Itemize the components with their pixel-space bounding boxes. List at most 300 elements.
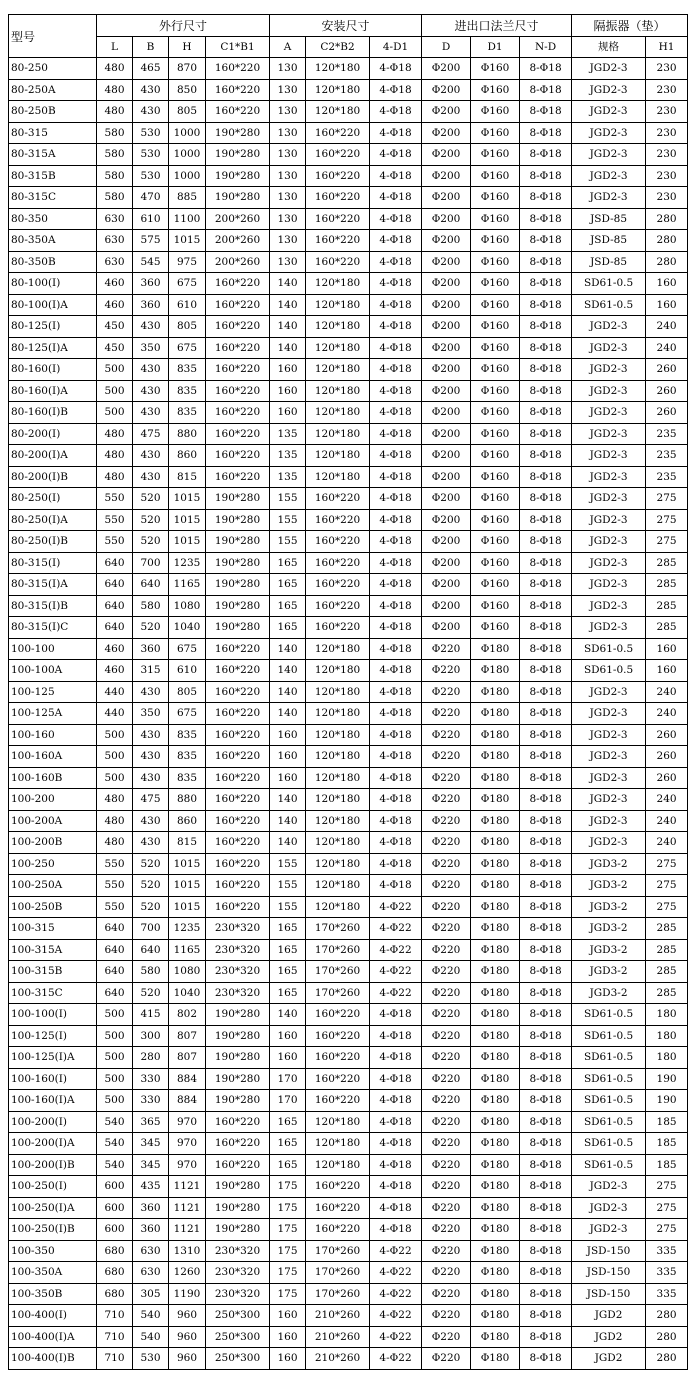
table-cell: Φ180 xyxy=(471,1283,520,1305)
table-cell: 120*180 xyxy=(306,316,370,338)
table-cell: 160*220 xyxy=(306,1197,370,1219)
table-cell: 4-Φ18 xyxy=(370,273,422,295)
table-cell: 550 xyxy=(97,509,133,531)
table-cell: JSD-150 xyxy=(572,1262,646,1284)
table-cell: 160*220 xyxy=(206,79,270,101)
table-cell: 8-Φ18 xyxy=(520,423,572,445)
table-cell: JGD2-3 xyxy=(572,832,646,854)
table-cell: 975 xyxy=(169,251,206,273)
table-cell: Φ220 xyxy=(422,1111,471,1133)
table-cell: 230 xyxy=(646,122,688,144)
table-cell: 480 xyxy=(97,832,133,854)
model-cell: 100-400(I) xyxy=(9,1305,97,1327)
table-cell: 520 xyxy=(133,853,169,875)
table-cell: 165 xyxy=(270,574,306,596)
table-cell: Φ200 xyxy=(422,552,471,574)
table-cell: 135 xyxy=(270,466,306,488)
table-cell: 802 xyxy=(169,1004,206,1026)
table-cell: Φ180 xyxy=(471,767,520,789)
model-cell: 100-200(I)A xyxy=(9,1133,97,1155)
table-cell: Φ160 xyxy=(471,251,520,273)
table-cell: 160 xyxy=(646,294,688,316)
table-row xyxy=(9,1111,688,1133)
table-cell: 630 xyxy=(97,230,133,252)
table-cell: 140 xyxy=(270,316,306,338)
model-cell: 80-250A xyxy=(9,79,97,101)
table-cell: 4-Φ18 xyxy=(370,1133,422,1155)
table-cell: 1000 xyxy=(169,165,206,187)
table-cell: 1015 xyxy=(169,488,206,510)
table-cell: 170*260 xyxy=(306,961,370,983)
table-cell: 360 xyxy=(133,1219,169,1241)
table-cell: Φ160 xyxy=(471,316,520,338)
table-cell: JGD2-3 xyxy=(572,58,646,80)
table-cell: 160*220 xyxy=(206,1111,270,1133)
table-cell: 240 xyxy=(646,316,688,338)
table-cell: Φ220 xyxy=(422,660,471,682)
table-cell: 165 xyxy=(270,1111,306,1133)
table-cell: 280 xyxy=(133,1047,169,1069)
table-cell: 260 xyxy=(646,724,688,746)
table-row xyxy=(9,165,688,187)
table-row xyxy=(9,1348,688,1370)
table-cell: 430 xyxy=(133,316,169,338)
table-row xyxy=(9,896,688,918)
table-cell: 520 xyxy=(133,531,169,553)
table-cell: 120*180 xyxy=(306,58,370,80)
table-cell: 8-Φ18 xyxy=(520,380,572,402)
table-cell: 8-Φ18 xyxy=(520,810,572,832)
table-cell: 140 xyxy=(270,810,306,832)
table-cell: 160*220 xyxy=(206,423,270,445)
table-cell: 8-Φ18 xyxy=(520,488,572,510)
table-cell: Φ220 xyxy=(422,1133,471,1155)
table-cell: 475 xyxy=(133,423,169,445)
table-cell: 230 xyxy=(646,144,688,166)
model-cell: 100-400(I)B xyxy=(9,1348,97,1370)
table-cell: 500 xyxy=(97,1025,133,1047)
col-header-d: D xyxy=(422,36,471,58)
table-cell: 1080 xyxy=(169,595,206,617)
table-cell: 160 xyxy=(270,1305,306,1327)
table-cell: 190*280 xyxy=(206,1004,270,1026)
table-cell: 640 xyxy=(97,574,133,596)
table-cell: 8-Φ18 xyxy=(520,1219,572,1241)
table-cell: 4-Φ22 xyxy=(370,939,422,961)
table-row xyxy=(9,918,688,940)
table-cell: 155 xyxy=(270,853,306,875)
table-cell: 480 xyxy=(97,466,133,488)
table-cell: JGD3-2 xyxy=(572,896,646,918)
table-cell: 435 xyxy=(133,1176,169,1198)
table-cell: Φ220 xyxy=(422,1154,471,1176)
table-row xyxy=(9,660,688,682)
table-cell: 160 xyxy=(646,660,688,682)
table-cell: 520 xyxy=(133,488,169,510)
table-row xyxy=(9,316,688,338)
table-row xyxy=(9,853,688,875)
table-cell: 8-Φ18 xyxy=(520,660,572,682)
table-cell: 640 xyxy=(97,595,133,617)
table-cell: 430 xyxy=(133,724,169,746)
table-cell: 160*220 xyxy=(206,273,270,295)
table-cell: 140 xyxy=(270,1004,306,1026)
table-cell: 155 xyxy=(270,488,306,510)
model-cell: 80-350A xyxy=(9,230,97,252)
table-cell: 640 xyxy=(97,552,133,574)
table-cell: 960 xyxy=(169,1305,206,1327)
table-cell: Φ160 xyxy=(471,552,520,574)
table-row xyxy=(9,445,688,467)
model-cell: 100-315C xyxy=(9,982,97,1004)
table-cell: 165 xyxy=(270,552,306,574)
table-cell: 4-Φ18 xyxy=(370,466,422,488)
table-row xyxy=(9,875,688,897)
table-cell: 230*320 xyxy=(206,1262,270,1284)
table-cell: 805 xyxy=(169,101,206,123)
table-cell: 140 xyxy=(270,294,306,316)
table-cell: 4-Φ18 xyxy=(370,767,422,789)
table-cell: 190*280 xyxy=(206,1197,270,1219)
table-cell: Φ220 xyxy=(422,1348,471,1370)
table-cell: 170*260 xyxy=(306,918,370,940)
table-cell: SD61-0.5 xyxy=(572,1090,646,1112)
model-cell: 80-315B xyxy=(9,165,97,187)
table-cell: 1015 xyxy=(169,853,206,875)
table-cell: 430 xyxy=(133,359,169,381)
col-header-a: A xyxy=(270,36,306,58)
table-cell: Φ200 xyxy=(422,574,471,596)
table-cell: 4-Φ18 xyxy=(370,402,422,424)
table-cell: 8-Φ18 xyxy=(520,896,572,918)
table-cell: 160*220 xyxy=(206,337,270,359)
table-cell: JGD2-3 xyxy=(572,746,646,768)
table-cell: 160*220 xyxy=(306,1068,370,1090)
model-cell: 100-200(I)B xyxy=(9,1154,97,1176)
table-cell: Φ160 xyxy=(471,445,520,467)
table-cell: 4-Φ18 xyxy=(370,531,422,553)
table-cell: 8-Φ18 xyxy=(520,294,572,316)
table-row xyxy=(9,638,688,660)
table-cell: 450 xyxy=(97,316,133,338)
table-cell: 835 xyxy=(169,380,206,402)
table-cell: 700 xyxy=(133,918,169,940)
table-cell: Φ180 xyxy=(471,961,520,983)
table-cell: 4-Φ18 xyxy=(370,445,422,467)
table-cell: 675 xyxy=(169,638,206,660)
table-row xyxy=(9,703,688,725)
table-row xyxy=(9,724,688,746)
table-cell: 8-Φ18 xyxy=(520,1240,572,1262)
table-cell: 170*260 xyxy=(306,939,370,961)
table-cell: 530 xyxy=(133,165,169,187)
table-cell: Φ160 xyxy=(471,165,520,187)
table-cell: Φ220 xyxy=(422,1068,471,1090)
table-row xyxy=(9,337,688,359)
table-cell: 4-Φ18 xyxy=(370,638,422,660)
table-cell: Φ220 xyxy=(422,1283,471,1305)
table-cell: Φ160 xyxy=(471,359,520,381)
table-cell: 160*220 xyxy=(306,595,370,617)
table-cell: 815 xyxy=(169,832,206,854)
table-cell: 835 xyxy=(169,746,206,768)
table-cell: 8-Φ18 xyxy=(520,982,572,1004)
table-cell: 460 xyxy=(97,638,133,660)
table-cell: 8-Φ18 xyxy=(520,402,572,424)
table-cell: 8-Φ18 xyxy=(520,316,572,338)
table-cell: 160*220 xyxy=(206,380,270,402)
table-cell: 8-Φ18 xyxy=(520,1305,572,1327)
table-cell: 240 xyxy=(646,810,688,832)
table-cell: Φ220 xyxy=(422,789,471,811)
table-row xyxy=(9,294,688,316)
table-row xyxy=(9,1154,688,1176)
table-cell: 640 xyxy=(97,939,133,961)
table-cell: Φ220 xyxy=(422,853,471,875)
table-cell: 1015 xyxy=(169,875,206,897)
table-cell: 680 xyxy=(97,1262,133,1284)
table-cell: 120*180 xyxy=(306,101,370,123)
table-cell: 540 xyxy=(97,1111,133,1133)
table-cell: 880 xyxy=(169,789,206,811)
table-cell: 275 xyxy=(646,1176,688,1198)
table-cell: 275 xyxy=(646,896,688,918)
table-cell: 8-Φ18 xyxy=(520,1025,572,1047)
table-cell: Φ220 xyxy=(422,961,471,983)
model-cell: 80-315(I)B xyxy=(9,595,97,617)
table-cell: 160*220 xyxy=(206,101,270,123)
table-cell: 8-Φ18 xyxy=(520,724,572,746)
table-cell: Φ200 xyxy=(422,79,471,101)
table-cell: JGD2-3 xyxy=(572,724,646,746)
table-cell: 260 xyxy=(646,380,688,402)
table-cell: 8-Φ18 xyxy=(520,122,572,144)
table-cell: 8-Φ18 xyxy=(520,337,572,359)
table-cell: 160*220 xyxy=(206,810,270,832)
table-cell: 4-Φ18 xyxy=(370,875,422,897)
table-cell: 120*180 xyxy=(306,445,370,467)
table-cell: Φ200 xyxy=(422,359,471,381)
table-cell: 160*220 xyxy=(306,552,370,574)
table-cell: 550 xyxy=(97,488,133,510)
table-cell: 8-Φ18 xyxy=(520,703,572,725)
table-cell: Φ180 xyxy=(471,1176,520,1198)
table-cell: Φ160 xyxy=(471,273,520,295)
table-cell: Φ200 xyxy=(422,509,471,531)
table-row xyxy=(9,531,688,553)
table-cell: 4-Φ18 xyxy=(370,1047,422,1069)
model-cell: 80-250 xyxy=(9,58,97,80)
table-cell: 884 xyxy=(169,1090,206,1112)
table-cell: Φ180 xyxy=(471,703,520,725)
table-cell: 120*180 xyxy=(306,1133,370,1155)
table-cell: Φ160 xyxy=(471,531,520,553)
table-cell: 160 xyxy=(270,1025,306,1047)
table-cell: 230 xyxy=(646,187,688,209)
table-cell: 8-Φ18 xyxy=(520,1176,572,1198)
table-cell: SD61-0.5 xyxy=(572,1111,646,1133)
table-cell: 4-Φ18 xyxy=(370,1197,422,1219)
table-cell: 580 xyxy=(97,165,133,187)
table-cell: 280 xyxy=(646,230,688,252)
table-cell: SD61-0.5 xyxy=(572,1154,646,1176)
table-cell: 8-Φ18 xyxy=(520,1068,572,1090)
table-cell: Φ220 xyxy=(422,982,471,1004)
table-cell: 884 xyxy=(169,1068,206,1090)
model-cell: 100-200A xyxy=(9,810,97,832)
table-cell: 4-Φ18 xyxy=(370,208,422,230)
table-cell: 8-Φ18 xyxy=(520,1283,572,1305)
table-cell: SD61-0.5 xyxy=(572,1047,646,1069)
col-header-l: L xyxy=(97,36,133,58)
table-cell: 8-Φ18 xyxy=(520,1197,572,1219)
table-cell: 285 xyxy=(646,918,688,940)
table-cell: JGD2-3 xyxy=(572,466,646,488)
table-row xyxy=(9,380,688,402)
table-cell: 165 xyxy=(270,1133,306,1155)
model-cell: 100-350B xyxy=(9,1283,97,1305)
table-cell: 8-Φ18 xyxy=(520,1262,572,1284)
table-cell: 520 xyxy=(133,982,169,1004)
table-cell: 190*280 xyxy=(206,531,270,553)
table-cell: 240 xyxy=(646,337,688,359)
table-cell: 165 xyxy=(270,918,306,940)
table-cell: 430 xyxy=(133,79,169,101)
table-cell: 675 xyxy=(169,273,206,295)
table-cell: 160 xyxy=(646,638,688,660)
table-cell: 480 xyxy=(97,445,133,467)
table-cell: 8-Φ18 xyxy=(520,1111,572,1133)
table-cell: 4-Φ18 xyxy=(370,509,422,531)
table-row xyxy=(9,746,688,768)
table-cell: Φ180 xyxy=(471,746,520,768)
table-cell: 600 xyxy=(97,1219,133,1241)
table-cell: JGD2-3 xyxy=(572,187,646,209)
table-cell: 610 xyxy=(169,294,206,316)
model-cell: 100-100(I) xyxy=(9,1004,97,1026)
table-cell: Φ180 xyxy=(471,918,520,940)
table-cell: 440 xyxy=(97,703,133,725)
table-cell: 680 xyxy=(97,1283,133,1305)
table-cell: SD61-0.5 xyxy=(572,1025,646,1047)
table-cell: 1080 xyxy=(169,961,206,983)
table-cell: JGD2-3 xyxy=(572,1197,646,1219)
table-cell: 190*280 xyxy=(206,1090,270,1112)
table-cell: 430 xyxy=(133,380,169,402)
table-cell: Φ160 xyxy=(471,144,520,166)
model-cell: 80-350 xyxy=(9,208,97,230)
table-cell: JGD3-2 xyxy=(572,961,646,983)
table-cell: JGD2-3 xyxy=(572,165,646,187)
table-cell: 120*180 xyxy=(306,853,370,875)
table-cell: 480 xyxy=(97,423,133,445)
table-row xyxy=(9,1004,688,1026)
model-cell: 100-200 xyxy=(9,789,97,811)
model-cell: 80-100(I) xyxy=(9,273,97,295)
table-cell: 500 xyxy=(97,359,133,381)
table-cell: 190*280 xyxy=(206,509,270,531)
table-cell: 260 xyxy=(646,402,688,424)
table-cell: 120*180 xyxy=(306,1154,370,1176)
table-row xyxy=(9,1240,688,1262)
table-cell: 260 xyxy=(646,359,688,381)
table-cell: 4-Φ18 xyxy=(370,681,422,703)
table-cell: Φ200 xyxy=(422,251,471,273)
table-cell: 120*180 xyxy=(306,767,370,789)
model-cell: 80-200(I) xyxy=(9,423,97,445)
table-cell: 415 xyxy=(133,1004,169,1026)
table-cell: 130 xyxy=(270,79,306,101)
table-cell: 130 xyxy=(270,251,306,273)
table-cell: 600 xyxy=(97,1176,133,1198)
table-cell: 4-Φ18 xyxy=(370,423,422,445)
table-cell: 8-Φ18 xyxy=(520,617,572,639)
table-cell: 335 xyxy=(646,1283,688,1305)
table-cell: 275 xyxy=(646,875,688,897)
table-cell: 4-Φ22 xyxy=(370,1305,422,1327)
table-cell: 1000 xyxy=(169,122,206,144)
table-cell: JGD2-3 xyxy=(572,380,646,402)
table-cell: 500 xyxy=(97,767,133,789)
table-cell: 160*220 xyxy=(206,359,270,381)
table-row xyxy=(9,1176,688,1198)
table-row xyxy=(9,359,688,381)
table-cell: 4-Φ18 xyxy=(370,746,422,768)
table-cell: JGD2-3 xyxy=(572,337,646,359)
table-cell: 500 xyxy=(97,402,133,424)
table-cell: 550 xyxy=(97,531,133,553)
model-cell: 100-350A xyxy=(9,1262,97,1284)
table-cell: 160*220 xyxy=(306,1025,370,1047)
table-cell: 475 xyxy=(133,789,169,811)
table-cell: 300 xyxy=(133,1025,169,1047)
table-cell: 160*220 xyxy=(206,875,270,897)
table-cell: 160*220 xyxy=(306,230,370,252)
table-cell: Φ220 xyxy=(422,810,471,832)
table-cell: 8-Φ18 xyxy=(520,79,572,101)
table-cell: 160*220 xyxy=(306,122,370,144)
table-cell: 160*220 xyxy=(306,1176,370,1198)
table-cell: 8-Φ18 xyxy=(520,1047,572,1069)
table-cell: 120*180 xyxy=(306,1111,370,1133)
table-cell: JGD2-3 xyxy=(572,789,646,811)
table-cell: 970 xyxy=(169,1111,206,1133)
table-cell: SD61-0.5 xyxy=(572,294,646,316)
model-cell: 100-250(I)A xyxy=(9,1197,97,1219)
table-cell: 190*280 xyxy=(206,165,270,187)
table-cell: Φ180 xyxy=(471,1262,520,1284)
table-cell: 970 xyxy=(169,1133,206,1155)
install-size-header: 安装尺寸 xyxy=(270,15,422,37)
table-cell: 4-Φ18 xyxy=(370,574,422,596)
table-cell: 210*260 xyxy=(306,1305,370,1327)
table-cell: 4-Φ18 xyxy=(370,1004,422,1026)
table-cell: 805 xyxy=(169,316,206,338)
table-cell: 970 xyxy=(169,1154,206,1176)
table-cell: 190*280 xyxy=(206,187,270,209)
table-cell: 8-Φ18 xyxy=(520,939,572,961)
table-cell: Φ160 xyxy=(471,337,520,359)
table-cell: 860 xyxy=(169,810,206,832)
model-cell: 100-160A xyxy=(9,746,97,768)
table-cell: 4-Φ22 xyxy=(370,896,422,918)
table-cell: 160*220 xyxy=(206,445,270,467)
table-row xyxy=(9,122,688,144)
table-cell: Φ160 xyxy=(471,617,520,639)
table-cell: 4-Φ18 xyxy=(370,617,422,639)
table-cell: 4-Φ22 xyxy=(370,1240,422,1262)
table-cell: 160*220 xyxy=(306,1004,370,1026)
